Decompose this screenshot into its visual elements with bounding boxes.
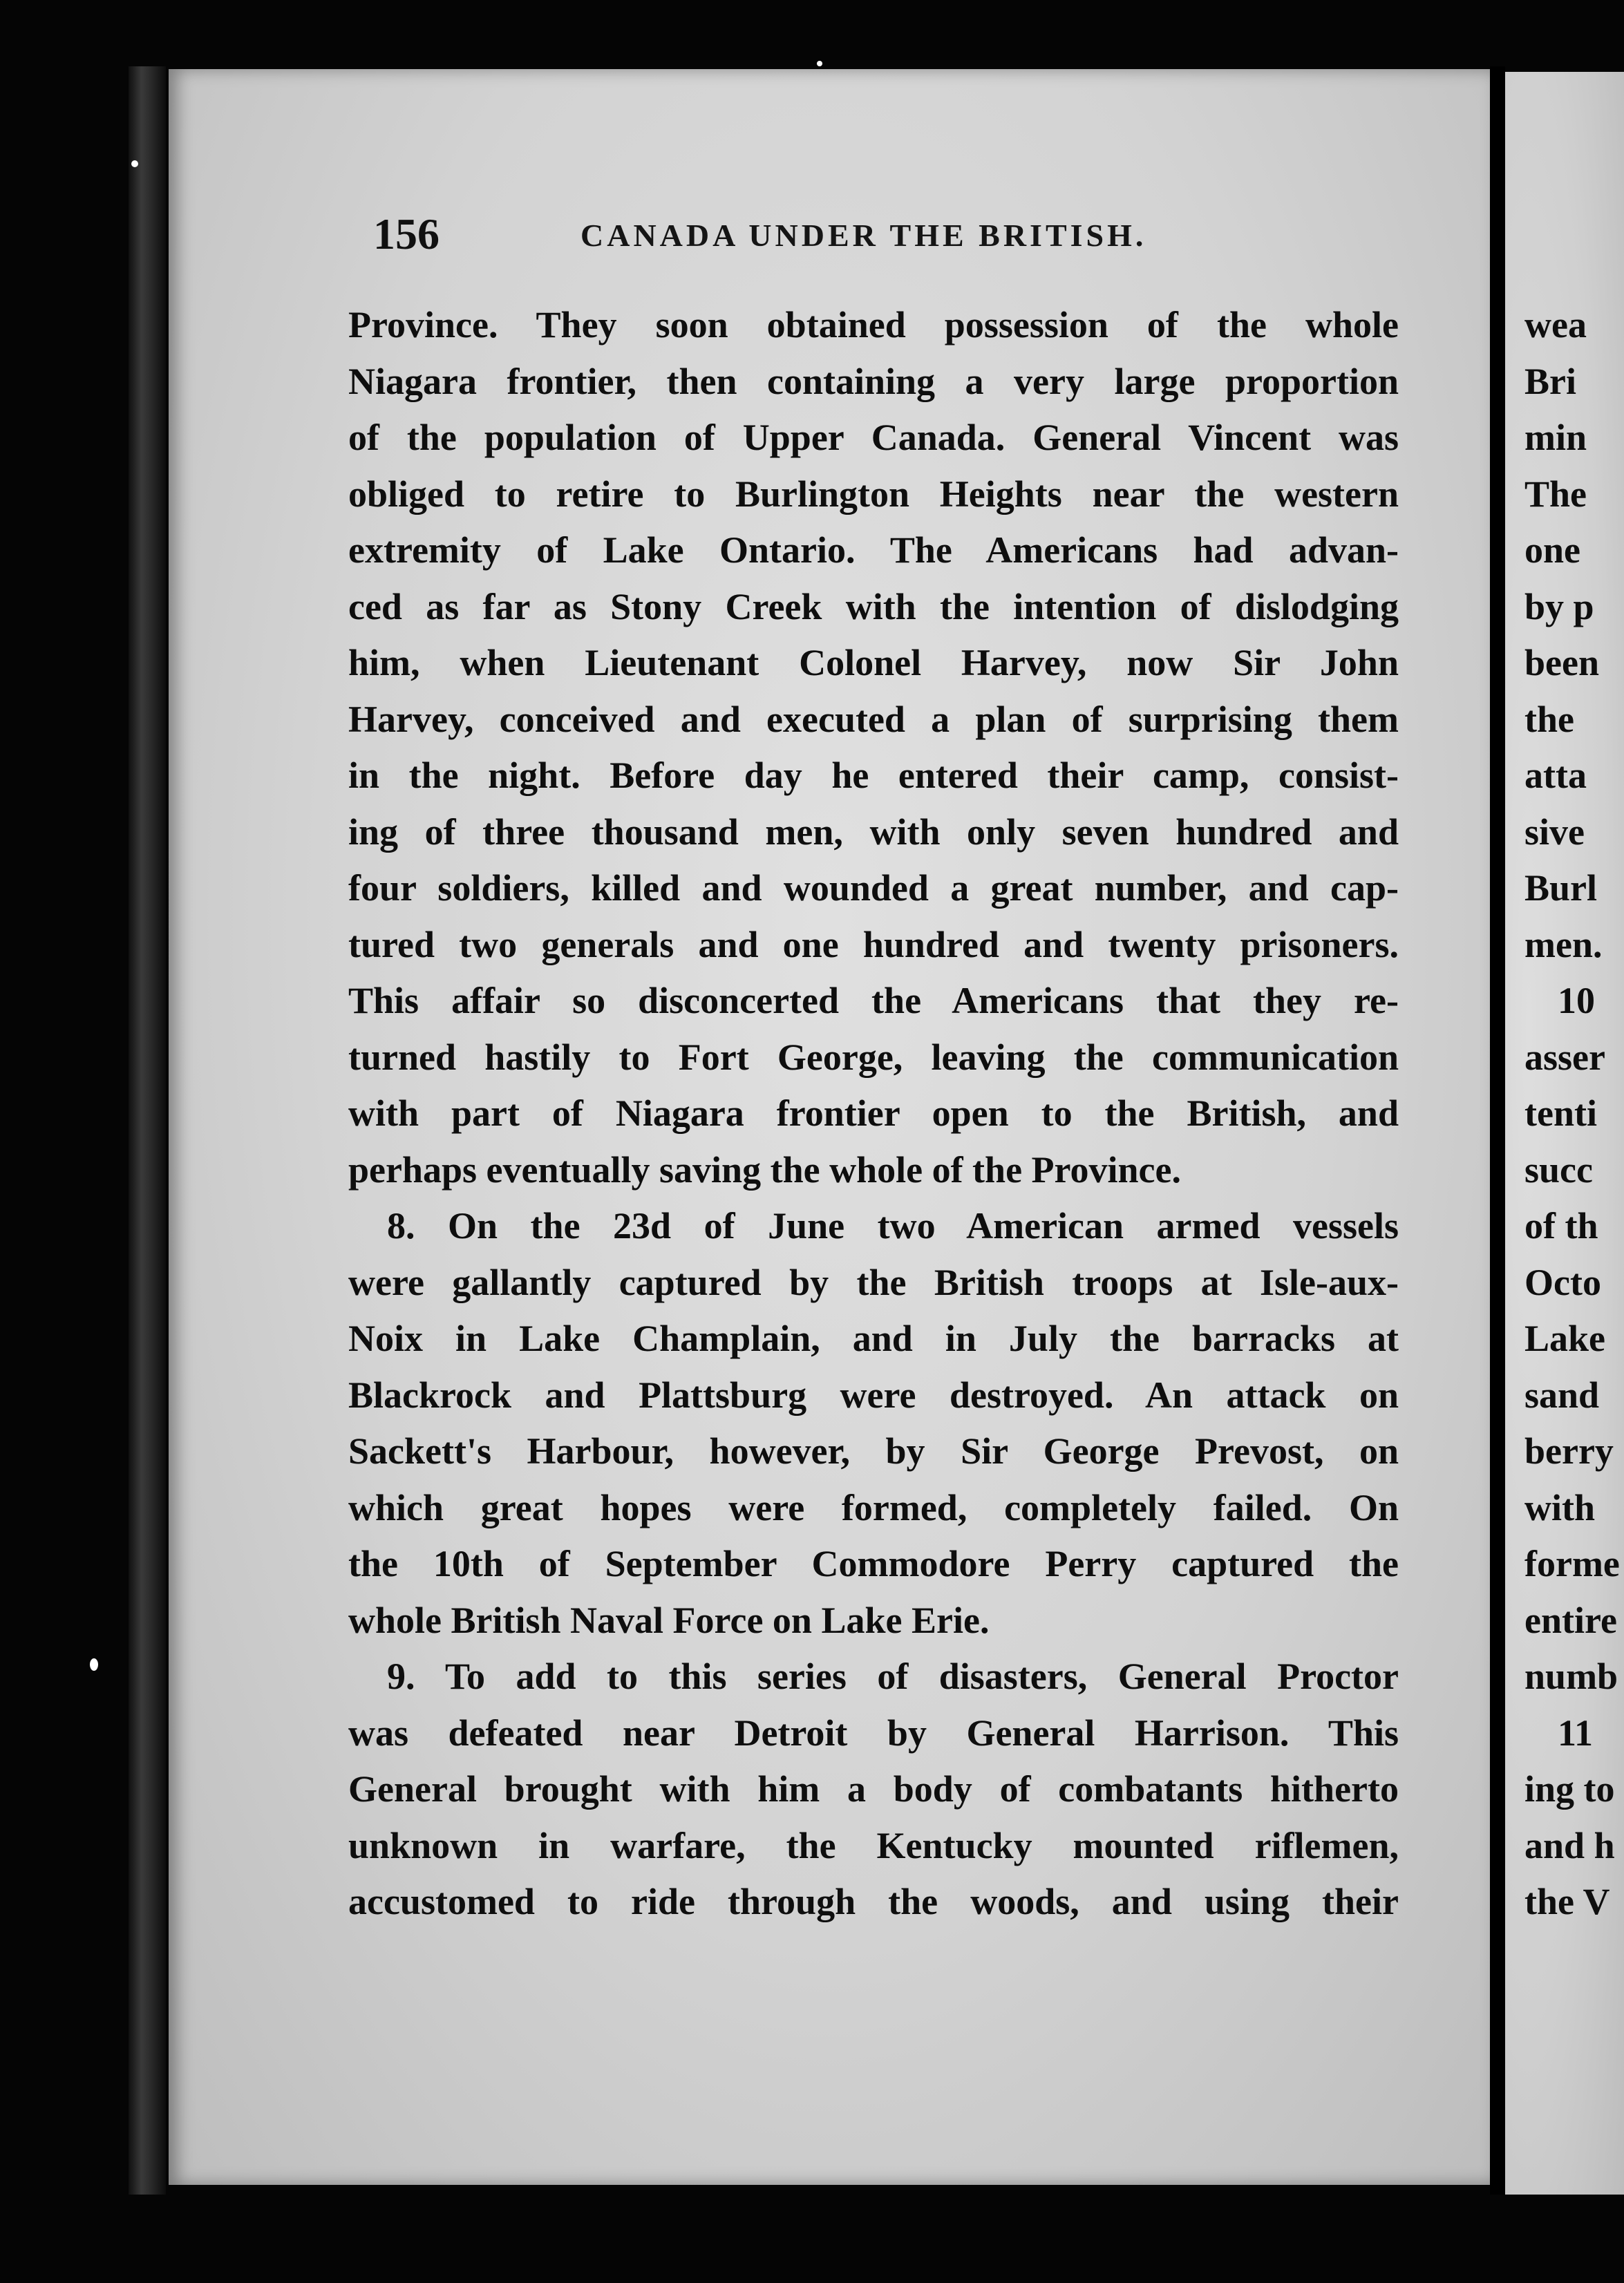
text-line: Harvey, conceived and executed a plan of surprising them xyxy=(348,698,1399,740)
facing-line: by p xyxy=(1524,585,1594,627)
paragraph-start: 8. On the 23d of June two American armed vessels xyxy=(387,1205,1399,1247)
facing-line: numb xyxy=(1524,1656,1618,1697)
facing-line: berry xyxy=(1524,1430,1614,1472)
facing-line: The xyxy=(1524,473,1587,515)
facing-line: men. xyxy=(1524,923,1603,965)
scan-speck xyxy=(817,61,822,66)
facing-line: been xyxy=(1524,642,1599,683)
facing-line: succ xyxy=(1524,1148,1593,1191)
text-line: Province. They soon obtained possession of the whole xyxy=(348,304,1399,345)
facing-line: asser xyxy=(1524,1036,1605,1078)
facing-line: 10 xyxy=(1558,980,1595,1021)
text-line: tured two generals and one hundred and twenty prisoners. xyxy=(348,923,1399,965)
text-line: Blackrock and Plattsburg were destroyed. An attack on xyxy=(348,1374,1399,1416)
text-line: were gallantly captured by the British troops at Isle-aux- xyxy=(348,1261,1399,1303)
facing-line: atta xyxy=(1524,755,1587,796)
facing-line: Lake xyxy=(1524,1318,1606,1359)
facing-line: Burl xyxy=(1524,867,1598,909)
facing-line: sive xyxy=(1524,811,1585,853)
facing-line: and h xyxy=(1524,1824,1615,1866)
facing-page-text xyxy=(1524,297,1624,1931)
text-line: was defeated near Detroit by General Harrison. This xyxy=(348,1712,1399,1754)
text-line: This affair so disconcerted the Americans that they re- xyxy=(348,980,1399,1021)
text-line: with part of Niagara frontier open to the British, and xyxy=(348,1092,1399,1134)
text-line: perhaps eventually saving the whole of the Province. xyxy=(348,1148,1181,1191)
facing-line: one xyxy=(1524,529,1580,571)
facing-line: tenti xyxy=(1524,1092,1597,1134)
text-line: which great hopes were formed, completely failed. On xyxy=(348,1486,1399,1528)
text-line: in the night. Before day he entered their camp, consist- xyxy=(348,755,1399,796)
page-header xyxy=(373,209,1403,264)
page-gutter xyxy=(1490,66,1505,2195)
facing-line: entire xyxy=(1524,1599,1617,1641)
scan-speck xyxy=(90,1658,98,1671)
scan-speck xyxy=(131,160,138,167)
facing-page xyxy=(1505,72,1624,2195)
facing-line: sand xyxy=(1524,1374,1600,1416)
facing-line: the V xyxy=(1524,1881,1610,1922)
text-line: ced as far as Stony Creek with the intention of dislodging xyxy=(348,585,1399,627)
text-line: Niagara frontier, then containing a very large proportion xyxy=(348,360,1399,402)
book-spine xyxy=(129,66,166,2195)
paragraph-start: 9. To add to this series of disasters, General Proctor xyxy=(387,1656,1399,1697)
text-line: turned hastily to Fort George, leaving the communication xyxy=(348,1036,1399,1078)
text-line: whole British Naval Force on Lake Erie. xyxy=(348,1599,990,1641)
facing-line: ing to xyxy=(1524,1768,1615,1810)
facing-line: Bri xyxy=(1524,360,1576,402)
text-line: General brought with him a body of combatants hitherto xyxy=(348,1768,1399,1810)
text-line: four soldiers, killed and wounded a great number, and cap- xyxy=(348,867,1399,909)
text-line: obliged to retire to Burlington Heights near the western xyxy=(348,473,1399,515)
text-line: the 10th of September Commodore Perry captured the xyxy=(348,1543,1399,1584)
text-line: him, when Lieutenant Colonel Harvey, now Sir John xyxy=(348,642,1399,683)
text-line: ing of three thousand men, with only seven hundred and xyxy=(348,811,1399,853)
facing-line: of th xyxy=(1524,1205,1598,1247)
text-line: extremity of Lake Ontario. The Americans had advan- xyxy=(348,529,1399,571)
text-line: of the population of Upper Canada. General Vincent was xyxy=(348,417,1399,458)
body-text xyxy=(348,297,1399,1931)
text-line: unknown in warfare, the Kentucky mounted riflemen, xyxy=(348,1824,1399,1866)
facing-line: Octo xyxy=(1524,1261,1601,1303)
text-line: Sackett's Harbour, however, by Sir George Prevost, on xyxy=(348,1430,1399,1472)
text-line: accustomed to ride through the woods, and using their xyxy=(348,1881,1399,1922)
facing-line: 11 xyxy=(1558,1712,1594,1754)
facing-line: wea xyxy=(1524,304,1587,345)
facing-line: forme xyxy=(1524,1543,1620,1584)
facing-line: the xyxy=(1524,698,1574,740)
running-title: CANADA UNDER THE BRITISH. xyxy=(580,218,1147,253)
facing-line: min xyxy=(1524,417,1587,458)
page-number: 156 xyxy=(373,209,440,258)
text-line: Noix in Lake Champlain, and in July the barracks at xyxy=(348,1318,1399,1359)
facing-line: with xyxy=(1524,1486,1596,1528)
